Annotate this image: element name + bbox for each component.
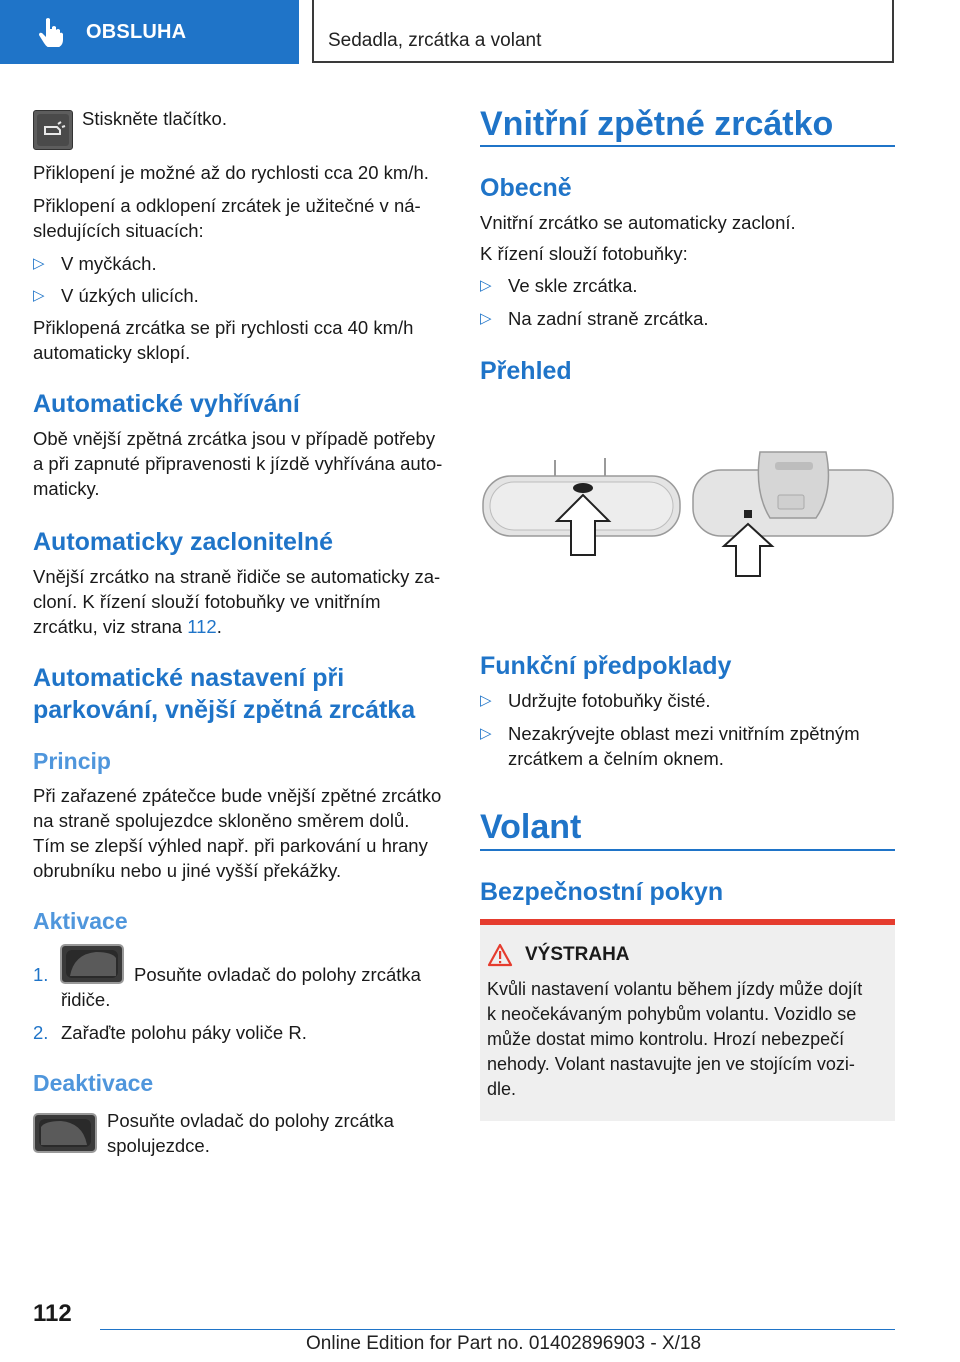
safety-heading: Bezpečnostní pokyn	[480, 878, 724, 906]
heating-line1: Obě vnější zpětná zrcátka jsou v případě potřeby	[33, 428, 436, 449]
deactivation-line1: Posuňte ovladač do polohy zrcátka	[107, 1110, 394, 1131]
activation-step1-b: řidiče.	[61, 989, 111, 1010]
page-link[interactable]: 112	[187, 616, 217, 637]
fold-auto-line1: Přiklopená zrcátka se při rychlosti cca 40 km/h	[33, 317, 414, 338]
dimming-line1: Vnější zrcátko na straně řidiče se automaticky za-	[33, 566, 441, 587]
section-tab	[0, 0, 299, 64]
list-item: ▷ Ve skle zrcátka.	[480, 275, 638, 296]
heating-line2: a při zapnuté připravenosti k jízdě vyhřívána auto-	[33, 453, 443, 474]
activation-step1-a: Posuňte ovladač do polohy zrcátka	[134, 964, 421, 985]
general-heading: Obecně	[480, 174, 572, 202]
chapter-title: Sedadla, zrcátka a volant	[328, 30, 542, 51]
prerequisites-heading: Funkční předpoklady	[480, 652, 732, 680]
section-label: OBSLUHA	[86, 20, 187, 43]
principle-line3: Tím se zlepší výhled např. při parkování u hrany	[33, 835, 428, 856]
activation-heading: Aktivace	[33, 908, 128, 934]
fold-usage-line2: sledujících situacích:	[33, 220, 204, 241]
steering-title: Volant	[480, 808, 582, 846]
triangle-bullet-icon: ▷	[480, 692, 492, 709]
prereq-bullet2-line2: zrcátkem a čelním oknem.	[508, 748, 724, 769]
deactivation-line2: spolujezdce.	[107, 1135, 210, 1156]
activation-step2: Zařaďte polohu páky voliče R.	[61, 1022, 307, 1043]
triangle-bullet-icon: ▷	[33, 255, 45, 272]
fold-usage-line1: Přiklopení a odklopení zrcátek je užitečné v ná-	[33, 195, 421, 216]
principle-line4: obrubníku nebo u jiné vyšší překážky.	[33, 860, 342, 881]
parking-heading-line2: parkování, vnější zpětná zrcátka	[33, 696, 416, 724]
principle-line2: na straně spolujezdce skloněno směrem dolů.	[33, 810, 410, 831]
hand-pointer-icon	[38, 17, 64, 47]
list-item: ▷ Nezakrývejte oblast mezi vnitřním zpětným	[480, 723, 860, 744]
parking-heading-line1: Automatické nastavení při	[33, 664, 345, 692]
footer-edition: Online Edition for Part no. 01402896903 - X/18	[306, 1333, 702, 1354]
list-item: ▷ V myčkách.	[33, 253, 157, 274]
triangle-bullet-icon: ▷	[480, 310, 492, 327]
warning-triangle-icon	[487, 943, 513, 967]
general-line1: Vnitřní zrcátko se automaticky zacloní.	[480, 212, 796, 233]
triangle-bullet-icon: ▷	[33, 287, 45, 304]
principle-heading: Princip	[33, 748, 111, 774]
overview-heading: Přehled	[480, 357, 572, 385]
principle-line1: Při zařazené zpátečce bude vnější zpětné zrcátko	[33, 785, 442, 806]
press-button-text: Stiskněte tlačítko.	[82, 108, 227, 129]
list-item: 1.	[33, 964, 49, 985]
dimming-heading: Automaticky zaclonitelné	[33, 528, 334, 556]
warning-label: VÝSTRAHA	[525, 944, 630, 965]
general-line2: K řízení slouží fotobuňky:	[480, 243, 688, 264]
heating-heading: Automatické vyhřívání	[33, 390, 300, 418]
heating-line3: maticky.	[33, 478, 100, 499]
list-item: ▷ Na zadní straně zrcátka.	[480, 308, 709, 329]
mirror-selector-switch-icon	[33, 1113, 97, 1153]
warning-box	[480, 919, 895, 1121]
title-divider	[480, 145, 895, 147]
list-item: ▷ V úzkých ulicích.	[33, 285, 199, 306]
warning-bar	[480, 919, 895, 925]
list-item: 2.	[33, 1022, 49, 1043]
warning-text: Kvůli nastavení volantu během jízdy může dojít k neočekávaným pohybům volantu. Vozidlo se může dostat mimo kontrolu. Hrozí nebezpečí nehody. Volant nastavujte jen ve stojícím vozi- dle.	[487, 979, 863, 1099]
deactivation-heading: Deaktivace	[33, 1070, 154, 1096]
mirror-selector-switch-icon	[60, 944, 124, 984]
steering-divider	[480, 849, 895, 851]
footer-divider	[100, 1329, 895, 1330]
triangle-bullet-icon: ▷	[480, 725, 492, 742]
page-number: 112	[33, 1300, 72, 1327]
chapter-box	[312, 0, 894, 63]
triangle-bullet-icon: ▷	[480, 277, 492, 294]
mirror-fold-button-icon	[33, 110, 73, 150]
list-item: ▷ Udržujte fotobuňky čisté.	[480, 690, 711, 711]
fold-auto-line2: automaticky sklopí.	[33, 342, 191, 363]
page-title: Vnitřní zpětné zrcátko	[480, 105, 834, 143]
dimming-line2: cloní. K řízení slouží fotobuňky ve vnitřním	[33, 591, 381, 612]
rearview-mirror-illustration	[480, 440, 895, 580]
dimming-line3: zrcátku, viz strana 112.	[33, 616, 222, 637]
fold-speed-text: Přiklopení je možné až do rychlosti cca 20 km/h.	[33, 162, 429, 183]
